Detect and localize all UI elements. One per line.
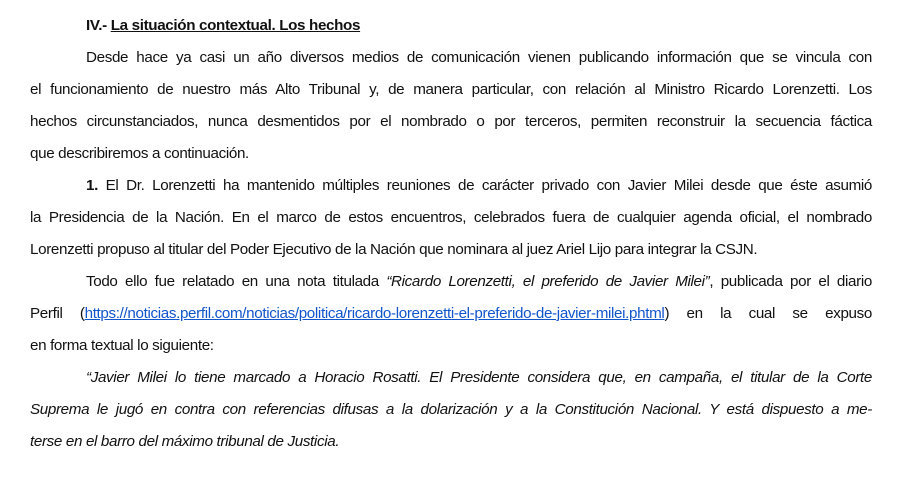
section-heading <box>86 16 360 36</box>
article-title: “Ricardo Lorenzetti, el preferido de Javier Milei” <box>386 273 710 290</box>
paragraph-1-line-1: Desde hace ya casi un año diversos medios de comunicación vienen publicando información que se vincula con <box>86 49 872 66</box>
paragraph-1-line-3: hechos circunstanciados, nunca desmentidos por el nombrado o por terceros, permiten reconstruir la secuencia fáctica <box>30 113 872 130</box>
paragraph-2-line-1 <box>86 176 872 196</box>
section-number: IV.- <box>86 17 107 34</box>
section-title: La situación contextual. Los hechos <box>110 17 361 34</box>
article-link[interactable]: https://noticias.perfil.com/noticias/politica/ricardo-lorenzetti-el-preferido-de-javier-milei.phtml <box>84 305 665 322</box>
source-prefix: Perfil ( <box>30 305 85 322</box>
quote-line-1: “Javier Milei lo tiene marcado a Horacio Rosatti. El Presidente considera que, en campaña, el titular de la Corte <box>86 369 872 386</box>
source-suffix: ) en la cual se expuso <box>664 305 872 322</box>
paragraph-3-line-1 <box>86 272 872 292</box>
intro-text: Todo ello fue relatado en una nota titulada <box>86 273 387 290</box>
paragraph-3-line-3: en forma textual lo siguiente: <box>30 337 214 354</box>
item-number: 1. <box>86 177 98 194</box>
paragraph-2-line-3: Lorenzetti propuso al titular del Poder Ejecutivo de la Nación que nominara al juez Ariel Lijo para integrar la CSJN. <box>30 241 758 258</box>
paragraph-1-line-2: el funcionamiento de nuestro más Alto Tribunal y, de manera particular, con relación al Ministro Ricardo Lorenzetti. Los <box>30 81 872 98</box>
quote-line-2: Suprema le jugó en contra con referencias difusas a la dolarización y a la Constitución Nacional. Y está dispuesto a me- <box>30 401 872 418</box>
paragraph-1-line-4: que describiremos a continuación. <box>30 145 249 162</box>
paragraph-3-line-2 <box>30 304 872 324</box>
quote-line-3: terse en el barro del máximo tribunal de Justicia. <box>30 433 340 450</box>
after-title-text: , publicada por el diario <box>709 273 872 290</box>
item-text: El Dr. Lorenzetti ha mantenido múltiples reuniones de carácter privado con Javier Milei desde que éste asumió <box>105 177 872 194</box>
paragraph-2-line-2: la Presidencia de la Nación. En el marco de estos encuentros, celebrados fuera de cualquier agenda oficial, el nombrado <box>30 209 872 226</box>
